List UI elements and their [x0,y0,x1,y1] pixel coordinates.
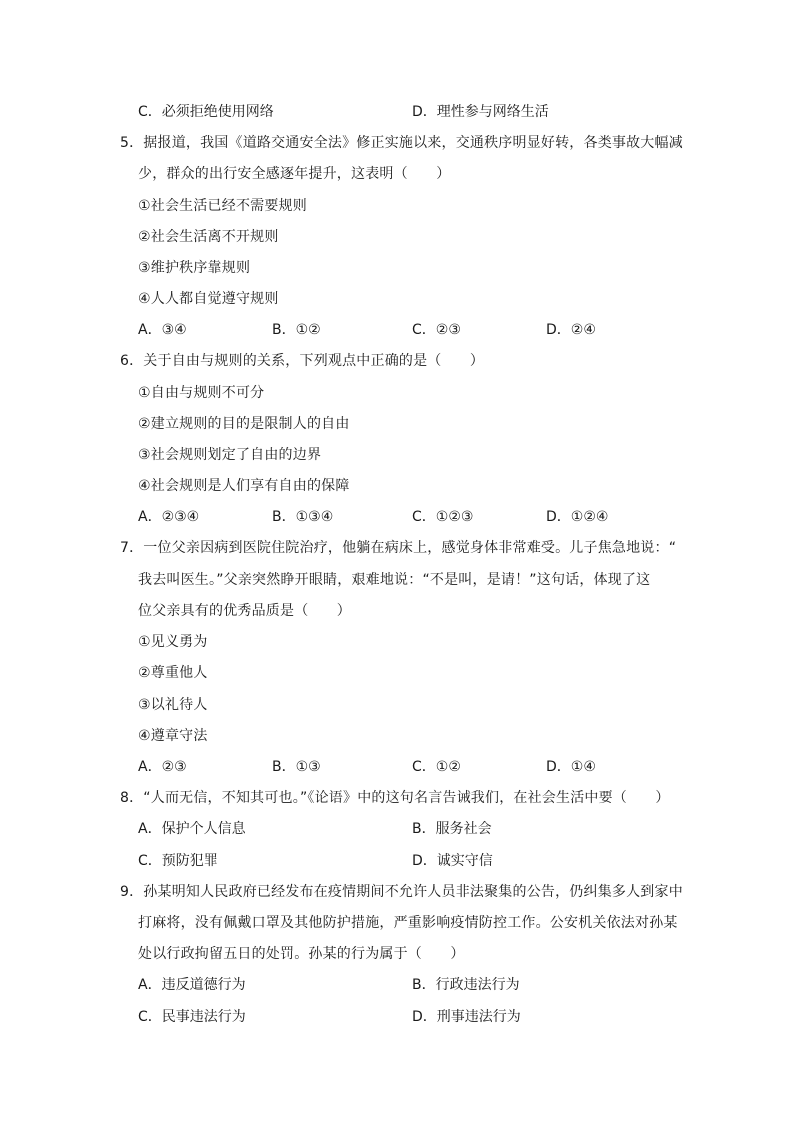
q9-option-d: D．刑事违法行为 [412,1009,521,1025]
q5-item-3: ③维护秩序靠规则 [138,260,251,276]
q7-stem-line-2: 我去叫医生。”父亲突然睁开眼睛，艰难地说：“不是叫，是请！”这句话，体现了这 [138,572,651,588]
q8-option-b: B．服务社会 [412,821,492,837]
q6-option-d: D．①②④ [546,509,609,525]
q4-option-d: D．理性参与网络生活 [412,104,549,120]
q8-option-c: C．预防犯罪 [138,853,218,869]
q7-option-d: D．①④ [546,759,596,775]
q7-option-b: B．①③ [272,759,321,775]
q6-option-c: C．①②③ [412,509,474,525]
q5-option-d: D．②④ [546,322,596,338]
q8-stem-line-1: 8．“人而无信，不知其可也。”《论语》中的这句名言告诫我们，在社会生活中要（ ） [120,790,670,806]
q7-item-1: ①见义勇为 [138,634,208,650]
q8-option-d: D．诚实守信 [412,853,493,869]
q6-item-4: ④社会规则是人们享有自由的保障 [138,478,350,494]
q7-stem-line-3: 位父亲具有的优秀品质是（ ） [138,603,351,619]
q9-stem-line-3: 处以行政拘留五日的处罚。孙某的行为属于（ ） [138,946,465,962]
q5-option-a: A．③④ [138,322,187,338]
q7-stem-line-1: 7．一位父亲因病到医院住院治疗，他躺在病床上，感觉身体非常难受。儿子焦急地说：“ [120,540,677,556]
q7-item-2: ②尊重他人 [138,665,208,681]
q7-item-4: ④遵章守法 [138,728,208,744]
q9-stem-line-2: 打麻将，没有佩戴口罩及其他防护措施，严重影响疫情防控工作。公安机关依法对孙某 [138,915,678,931]
q5-stem-line-1: 5．据报道，我国《道路交通安全法》修正实施以来，交通秩序明显好转，各类事故大幅减 [120,135,683,151]
q5-option-b: B．①② [272,322,321,338]
q7-option-a: A．②③ [138,759,187,775]
q5-item-2: ②社会生活离不开规则 [138,229,279,245]
q6-item-1: ①自由与规则不可分 [138,385,265,401]
q5-item-4: ④人人都自觉遵守规则 [138,291,279,307]
q6-stem-line-1: 6．关于自由与规则的关系，下列观点中正确的是（ ） [120,353,485,369]
q6-option-a: A．②③④ [138,509,200,525]
q9-option-a: A．违反道德行为 [138,977,246,993]
q5-option-c: C．②③ [412,322,461,338]
q6-item-3: ③社会规则划定了自由的边界 [138,447,322,463]
q5-stem-line-2: 少，群众的出行安全感逐年提升，这表明（ ） [138,166,451,182]
q8-option-a: A．保护个人信息 [138,821,246,837]
q7-option-c: C．①② [412,759,461,775]
q6-option-b: B．①③④ [272,509,334,525]
q4-option-c: C．必须拒绝使用网络 [138,104,274,120]
q6-item-2: ②建立规则的目的是限制人的自由 [138,416,350,432]
q9-option-b: B．行政违法行为 [412,977,520,993]
q5-item-1: ①社会生活已经不需要规则 [138,198,307,214]
q9-stem-line-1: 9．孙某明知人民政府已经发布在疫情期间不允许人员非法聚集的公告，仍纠集多人到家中 [120,884,683,900]
q9-option-c: C．民事违法行为 [138,1009,246,1025]
q7-item-3: ③以礼待人 [138,697,208,713]
